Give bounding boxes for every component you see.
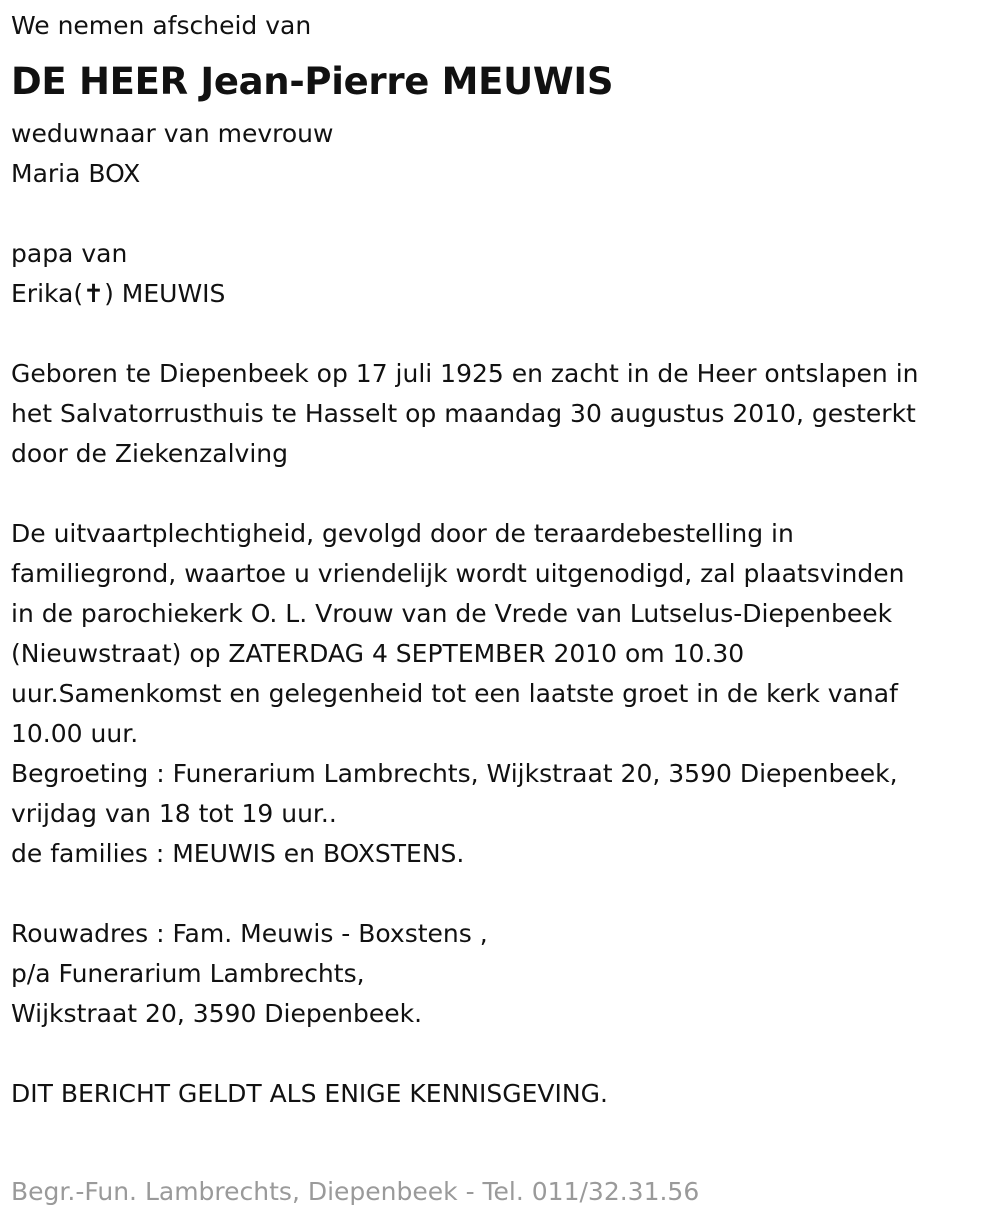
widower-line-1: weduwnaar van mevrouw bbox=[11, 119, 334, 148]
address-line: p/a Funerarium Lambrechts, bbox=[11, 959, 365, 988]
spacer bbox=[11, 194, 990, 234]
paragraph-line: Geboren te Diepenbeek op 17 juli 1925 en zacht in de Heer ontslapen in bbox=[11, 359, 919, 388]
spacer bbox=[11, 314, 990, 354]
closing-statement: DIT BERICHT GELDT ALS ENIGE KENNISGEVING. bbox=[11, 1079, 608, 1108]
paragraph-line: in de parochiekerk O. L. Vrouw van de Vrede van Lutselus-Diepenbeek bbox=[11, 599, 893, 628]
funeral-home-footer: Begr.-Fun. Lambrechts, Diepenbeek - Tel. 011/32.31.56 bbox=[11, 1177, 700, 1206]
paragraph-line: (Nieuwstraat) op ZATERDAG 4 SEPTEMBER 2010 om 10.30 bbox=[11, 639, 745, 668]
deceased-name: DE HEER Jean-Pierre MEUWIS bbox=[11, 60, 614, 103]
spacer bbox=[11, 474, 990, 514]
spacer bbox=[11, 874, 990, 914]
paragraph-line: Begroeting : Funerarium Lambrechts, Wijkstraat 20, 3590 Diepenbeek, bbox=[11, 759, 898, 788]
paragraph-line: het Salvatorrusthuis te Hasselt op maandag 30 augustus 2010, gesterkt bbox=[11, 399, 916, 428]
widower-line-2: Maria BOX bbox=[11, 159, 141, 188]
spacer bbox=[11, 1034, 990, 1074]
paragraph-line: 10.00 uur. bbox=[11, 719, 139, 748]
address-line: Rouwadres : Fam. Meuwis - Boxstens , bbox=[11, 919, 488, 948]
birth-paragraph bbox=[11, 354, 990, 474]
address-paragraph bbox=[11, 914, 990, 1034]
paragraph-line: de families : MEUWIS en BOXSTENS. bbox=[11, 839, 465, 868]
intro-text: We nemen afscheid van bbox=[11, 11, 312, 40]
parent-line-2: Erika(✝) MEUWIS bbox=[11, 279, 226, 308]
paragraph-line: vrijdag van 18 tot 19 uur.. bbox=[11, 799, 337, 828]
paragraph-line: familiegrond, waartoe u vriendelijk wordt uitgenodigd, zal plaatsvinden bbox=[11, 559, 905, 588]
address-line: Wijkstraat 20, 3590 Diepenbeek. bbox=[11, 999, 423, 1028]
paragraph-line: uur.Samenkomst en gelegenheid tot een laatste groet in de kerk vanaf bbox=[11, 679, 898, 708]
ceremony-paragraph bbox=[11, 514, 990, 874]
paragraph-line: door de Ziekenzalving bbox=[11, 439, 288, 468]
paragraph-line: De uitvaartplechtigheid, gevolgd door de teraardebestelling in bbox=[11, 519, 794, 548]
parent-line-1: papa van bbox=[11, 239, 128, 268]
